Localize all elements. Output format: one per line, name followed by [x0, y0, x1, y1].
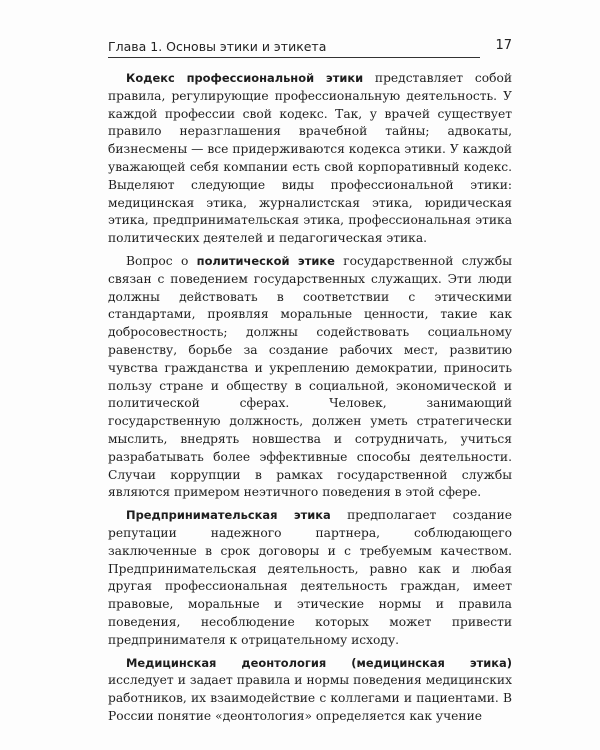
term-business-ethics: Предпринимательская этика: [126, 508, 331, 523]
paragraph-text: исследует и задает правила и нормы поведения медицинских работников, их взаимодействие с коллегами и пациентами. В России понятие «деонтология» определяется как учение: [108, 673, 512, 723]
paragraph-lead: Вопрос о: [126, 253, 197, 268]
paragraph-text: представляет собой правила, регулирующие профессиональную деятельность. У каждой профессии свой кодекс. Так, у врачей существует правило неразглашения врачебной тайны; адвокаты, бизнесмены — все придерживаются кодекса этики. У каждой уважающей себя компании есть свой корпоративный кодекс. Выделяют следующие виды профессиональной этики: медицинская этика, журналистская этика, юридическая этика, предпринимательская этика, профессиональная этика политических деятелей и педагогическая этика.: [108, 71, 512, 246]
paragraph-professional-ethics: [108, 70, 512, 248]
paragraph-text: государственной службы связан с поведением государственных служащих. Эти люди должны действовать в соответствии с этическими стандартами, проявляя моральные ценности, такие как добросовестность; должны содействовать социальному равенству, борьбе за создание рабочих мест, развитию чувства гражданства и укреплению демократии, приносить пользу стране и обществу в социальной, экономической и политической сферах. Человек, занимающий государственную должность, должен уметь стратегически мыслить, внедрять новшества и сотрудничать, учиться разрабатывать более эффективные способы деятельности. Случаи коррупции в рамках государственной службы являются примером неэтичного поведения в этой сфере.: [108, 253, 512, 500]
paragraph-political-ethics: [108, 253, 512, 502]
paragraph-text: предполагает создание репутации надежного партнера, соблюдающего заключенные в срок договоры и с требуемым качеством. Предпринимательская деятельность, равно как и любая другая профессиональная деятельность граждан, имеет правовые, моральные и этические нормы и правила поведения, несоблюдение которых может привести предпринимателя к отрицательному исходу.: [108, 508, 512, 647]
body-text: [108, 70, 512, 731]
term-political-ethics: политической этике: [196, 253, 335, 268]
running-header: [108, 39, 512, 61]
term-medical-deontology: Медицинская деонтология (медицинская этика): [126, 655, 512, 670]
paragraph-medical-ethics: [108, 655, 512, 726]
page-number: 17: [495, 38, 512, 53]
term-professional-ethics: Кодекс профессиональной этики: [126, 71, 364, 85]
paragraph-business-ethics: [108, 507, 512, 649]
chapter-title: Глава 1. Основы этики и этикета: [108, 39, 327, 54]
header-rule: [108, 57, 480, 58]
